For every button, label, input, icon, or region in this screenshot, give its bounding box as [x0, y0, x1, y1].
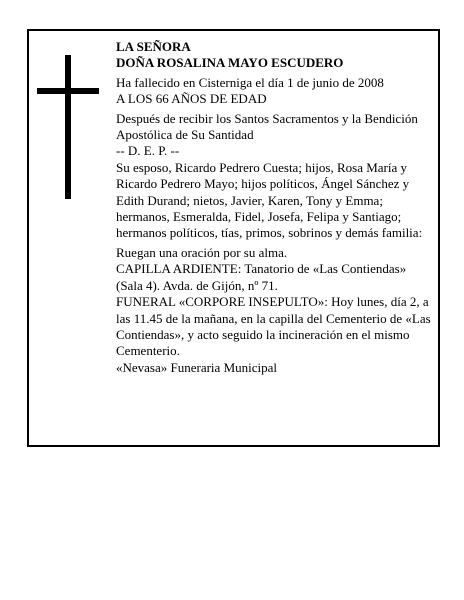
deceased-name: DOÑA ROSALINA MAYO ESCUDERO [116, 55, 344, 71]
cross-vertical-bar [65, 55, 71, 199]
cross-horizontal-bar [37, 88, 99, 94]
funeral-home: «Nevasa» Funeraria Municipal [116, 359, 278, 375]
obituary-notice [27, 29, 440, 447]
cross-icon [37, 55, 97, 199]
obituary-text [116, 39, 434, 376]
age-line: A LOS 66 AÑOS DE EDAD [116, 91, 267, 107]
family-list: Su esposo, Ricardo Pedrero Cuesta; hijos, Rosa María y Ricardo Pedrero Mayo; hijos políticos, Ángel Sánchez y Edith Durand; nietos, Javier, Karen, Tony y Emma; hermanos, Esmeralda, Fidel, Josefa, Felipa y Santiago; hermanos políticos, tías, primos, sobrinos y demás familia: [116, 159, 423, 241]
heading-title: LA SEÑORA [116, 39, 191, 54]
funeral-info: FUNERAL «CORPORE INSEPULTO»: Hoy lunes, día 2, a las 11.45 de la mañana, en la capilla del Cementerio de «Las Contiendas», y acto seguido la incineración en el mismo Cementerio. [116, 294, 431, 359]
rip-line: -- D. E. P. -- [116, 143, 180, 159]
death-info: Ha fallecido en Cisterniga el día 1 de junio de 2008 [116, 74, 384, 90]
prayer-line: Ruegan una oración por su alma. [116, 244, 288, 260]
chapel-info: CAPILLA ARDIENTE: Tanatorio de «Las Contiendas» (Sala 4). Avda. de Gijón, nº 71. [116, 261, 407, 293]
sacraments-line: Después de recibir los Santos Sacramentos y la Bendición Apostólica de Su Santidad [116, 110, 418, 143]
